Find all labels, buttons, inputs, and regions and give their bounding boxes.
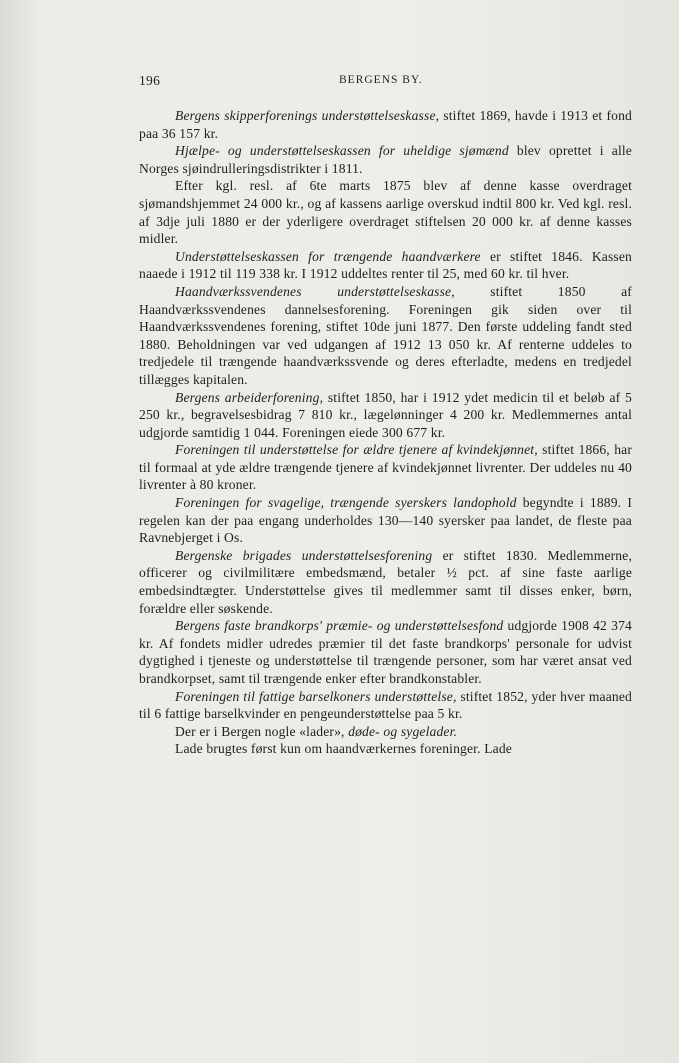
paragraph-title: Hjælpe- og understøttelseskassen for uheldige sjømænd	[175, 143, 509, 159]
page-header	[139, 73, 632, 93]
paragraph-body: Efter kgl. resl. af 6te marts 1875 blev af denne kasse overdraget sjømandshjemmet 24 000 kr., og af kassens aarlige overskud indtil 800 kr. Ved kgl. resl. af 3dje juli 1880 er der yderligere overdraget stiftelsen 20 000 kr. af denne kasses midler.	[139, 178, 632, 247]
paragraph-body: stiftet 1852, yder hver maaned til 6 fattige barselkvinder en pengeunderstøttelse paa 5 kr.	[139, 688, 632, 722]
running-title: BERGENS BY.	[339, 74, 423, 86]
paragraph-body: stiftet 1850, har i 1912 ydet medicin til et beløb af 5 250 kr., begravelsesbidrag 7 810 kr., lægelønninger 4 200 kr. Medlemmernes antal udgjorde samtidig 1 044. Foreningen eiede 300 677 kr.	[139, 389, 632, 440]
paragraph	[139, 688, 632, 723]
paragraph-body: Der er i Bergen nogle «lader»,	[175, 723, 349, 739]
paragraph-body: stiftet 1850 af Haandværkssvendenes dannelsesforening. Foreningen gik siden over til Haandværkssvendenes forening, stiftet 10de juni 1877. Den første uddeling fandt sted 1880. Beholdningen var ved udgangen af 1912 13 050 kr. Af renterne uddeles to tredjedele til trængende haandværkssvende og deres efterladte, medens en tredjedel tillægges kapitalen.	[139, 283, 632, 387]
paragraph-body: stiftet 1869, havde i 1913 et fond paa 36 157 kr.	[139, 108, 632, 141]
paragraph	[139, 283, 632, 389]
paragraph-body: blev oprettet i alle Norges sjøindrulleringsdistrikter i 1811.	[139, 143, 632, 176]
paragraph-title: Foreningen til fattige barselkoners understøttelse,	[175, 688, 457, 704]
paragraph-title: Haandværkssvendenes understøttelseskasse,	[175, 283, 455, 299]
paragraph-body: udgjorde 1908 42 374 kr. Af fondets midler udredes præmier til det faste brandkorps' personale for udvist dygtighed i tjeneste og understøttelse til trængende personer, som har været ansat ved brandkorpset, samt til trængende enker efter brandkonstabler.	[139, 618, 632, 686]
paragraph-title: Foreningen for svagelige, trængende syerskers landophold	[175, 495, 517, 511]
paragraph	[139, 723, 632, 741]
paragraph	[139, 142, 632, 177]
paragraph	[139, 494, 632, 547]
paragraph	[139, 617, 632, 687]
paragraph-title: Bergens skipperforenings understøttelseskasse,	[175, 108, 440, 123]
paragraph-body: Lade brugtes først kun om haandværkernes foreninger. Lade	[175, 741, 512, 757]
paragraph	[139, 248, 632, 283]
paragraph-body: er stiftet 1830. Medlemmerne, officerer og civilmilitære embedsmænd, betaler ½ pct. af sine faste aarlige embedsindtægter. Understøttelse gives til medlemmer samt til disses enker, børn, forældre eller søskende.	[139, 547, 632, 616]
paragraph-body: stiftet 1866, har til formaal at yde ældre trængende tjenere af kvindekjønnet livrenter. Der uddeles nu 40 livrenter à 80 kroner.	[139, 442, 632, 493]
paragraph	[139, 389, 632, 442]
paragraph-title: Bergens arbeiderforening,	[175, 389, 324, 405]
paragraph	[139, 740, 632, 758]
paragraph-body: begyndte i 1889. I regelen kan der paa engang underholdes 130—140 syersker paa landet, de fleste paa Ravnebjerget i Os.	[139, 495, 633, 546]
paragraph	[139, 547, 632, 617]
paragraph-body: er stiftet 1846. Kassen naaede i 1912 til 119 338 kr. I 1912 uddeltes renter til 25, med 60 kr. til hver.	[139, 248, 632, 282]
page-number: 196	[139, 73, 161, 88]
paragraph-title: Foreningen til understøttelse for ældre tjenere af kvindekjønnet,	[175, 442, 538, 458]
paragraph-italic-tail: døde- og sygelader.	[348, 723, 458, 739]
paragraph-title: Bergenske brigades understøttelsesforening	[175, 547, 433, 563]
paragraph-title: Understøttelseskassen for trængende haandværkere	[175, 248, 481, 264]
paragraph-title: Bergens faste brandkorps' præmie- og understøttelsesfond	[175, 618, 504, 634]
body-text	[139, 107, 632, 758]
paragraph	[139, 107, 632, 142]
paragraph	[139, 177, 632, 247]
paragraph	[139, 441, 632, 494]
